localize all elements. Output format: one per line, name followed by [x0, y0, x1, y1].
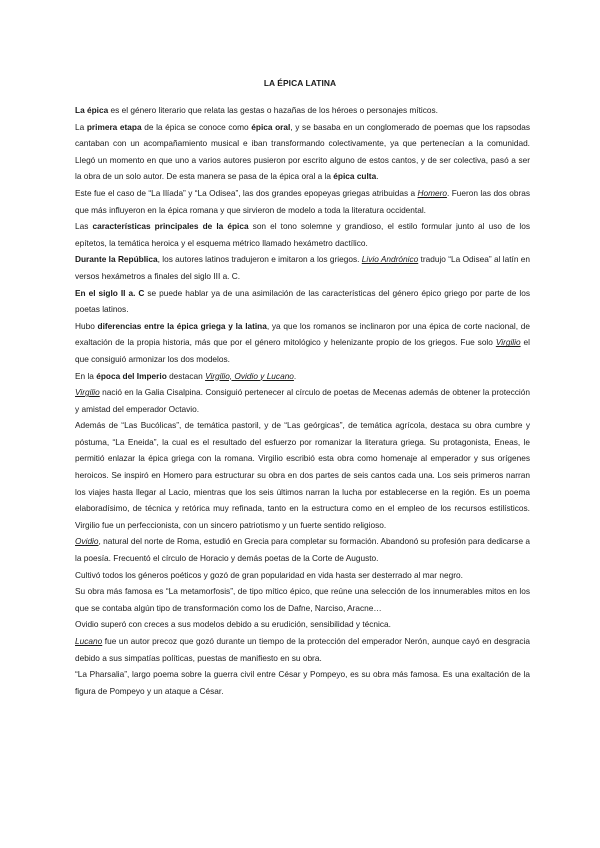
bold-term: épica culta	[333, 171, 377, 182]
paragraph-ovid-origin	[75, 533, 530, 566]
paragraph-oral-epic	[75, 119, 530, 185]
author-name: Ovidio	[75, 536, 99, 547]
paragraph-ovid-models	[75, 616, 530, 633]
text-run: nació en la Galia Cisalpina. Consiguió pertenecer al círculo de poetas de Mecenas además de obtener la protección y amistad del emperador Octavio.	[75, 387, 530, 414]
text-run: . Fueron las dos obras que más influyeron en la épica romana y que sirvieron de modelo a toda la literatura occidental.	[75, 187, 530, 215]
text-run: tradujo “La Odisea” al latín en versos hexámetros a finales del siglo III a. C.	[75, 254, 530, 281]
paragraph-differences	[75, 318, 530, 368]
paragraph-lucan	[75, 633, 530, 666]
paragraph-virgil-works	[75, 417, 530, 533]
text-run: es el género literario que relata las gestas o hazañas de los héroes o personajes míticos.	[108, 105, 438, 115]
bold-term: diferencias entre la épica griega y la latina	[97, 320, 267, 331]
text-run: de la épica se conoce como	[141, 121, 252, 132]
text-run: Hubo	[75, 320, 98, 331]
text-run: Las	[75, 221, 93, 232]
bold-term: Durante la República	[75, 254, 158, 265]
text-run: destacan	[166, 370, 206, 381]
text-run: Su obra más famosa es “La metamorfosis”, de tipo mítico épico, que reúne una selección de los innumerables mitos en los que se contaba algún tipo de transformación como los de Dafne, Narciso, Aracne…	[75, 586, 530, 613]
author-name: Livio Andrónico	[361, 254, 419, 265]
author-name: Virgilio, Ovidio y Lucano	[205, 370, 294, 381]
paragraph-virgil-origin	[75, 384, 530, 417]
paragraph-ovid-genres	[75, 567, 530, 584]
paragraph-characteristics	[75, 218, 530, 251]
text-run: el que consiguió armonizar los dos modelos.	[75, 337, 530, 364]
paragraph-ovid-metamorphoses	[75, 583, 530, 616]
bold-term: época del Imperio	[96, 370, 167, 381]
bold-term: En el siglo II a. C	[75, 287, 145, 298]
text-run: La	[75, 121, 87, 132]
author-name: Virgilio	[495, 337, 521, 348]
author-name: Homero	[417, 187, 448, 198]
author-name: Virgilio	[75, 387, 100, 398]
text-run: .	[293, 370, 297, 381]
text-run: .	[376, 171, 379, 182]
bold-term: La épica	[75, 105, 109, 115]
text-run: fue un autor precoz que gozó durante un tiempo de la protección del emperador Nerón, aunque cayó en desgracia debido a sus simpatías políticas, puestas de manifiesto en su obra.	[75, 636, 530, 663]
author-name: Lucano	[75, 636, 103, 646]
paragraph-empire	[75, 368, 530, 385]
text-run: Este fue el caso de “La Ilíada” y “La Odisea”, las dos grandes epopeyas griegas atribuidas a	[75, 187, 418, 198]
paragraph-second-century	[75, 285, 530, 318]
text-run: En la	[75, 370, 97, 381]
paragraph-definition	[75, 102, 530, 119]
text-run: , los autores latinos tradujeron e imitaron a los griegos.	[157, 254, 362, 265]
text-run: , ya que los romanos se inclinaron por una épica de corte nacional, de exaltación de la propia historia, más que por el género mitológico y helenizante propio de los griegos. Fue solo	[75, 320, 530, 348]
text-run: “La Pharsalia”, largo poema sobre la guerra civil entre César y Pompeyo, es su obra más famosa. Es una exaltación de la figura de Pompeyo y un ataque a César.	[75, 669, 530, 696]
page-title: LA ÉPICA LATINA	[263, 78, 337, 88]
text-run: se puede hablar ya de una asimilación de las características del género épico griego por parte de los poetas latinos.	[75, 287, 530, 315]
bold-term: características principales de la épica	[92, 221, 249, 232]
text-run: , y se basaba en un conglomerado de poemas que los rapsodas cantaban con un acompañamiento musical e iban transformando colectivamente, ya que pertenecían a la comunidad. Llegó un momento en que uno a varios autores pusieron por escrito alguno de estos cantos, y de ser colectiva, pasó a ser la obra de un solo autor. De esta manera se pasa de la épica oral a la	[75, 121, 530, 182]
text-run: Cultivó todos los géneros poéticos y gozó de gran popularidad en vida hasta ser desterrado al mar negro.	[75, 569, 463, 580]
bold-term: épica oral	[251, 121, 291, 132]
document-body	[75, 102, 530, 699]
paragraph-pharsalia	[75, 666, 530, 699]
text-run: son el tono solemne y grandioso, el estilo formular junto al uso de los epítetos, la temática heroica y el esquema métrico llamado hexámetro dactílico.	[75, 221, 530, 248]
text-run: Ovidio superó con creces a sus modelos debido a su erudición, sensibilidad y técnica.	[75, 619, 391, 630]
text-run: Además de “Las Bucólicas”, de temática pastoril, y de “Las geórgicas”, de temática agrícola, destaca su obra cumbre y póstuma, “La Eneida”, la cual es el resultado del esfuerzo por romanizar la literatura griega. Su protagonista, Eneas, le permitió enlazar la épica griega con la romana. Virgilio escribió esta obra como homenaje al emperador y sus orígenes heroicos. Se inspiró en Homero para estructurar su obra en dos partes de seis cantos cada una. Los seis primeros narran los viajes hasta llegar al Lacio, mientras que los seis últimos narran la lucha por establecerse en la región. Es un poema elaboradísimo, de técnica y retórica muy refinada, tanto en la estructura como en el empleo de los recursos estilísticos. Virgilio fue un perfeccionista, con un sincero patriotismo y un fuerte sentido religioso.	[75, 420, 530, 530]
paragraph-republic	[75, 251, 530, 284]
paragraph-homer	[75, 185, 530, 218]
bold-term: primera etapa	[86, 121, 142, 132]
text-run: , natural del norte de Roma, estudió en Grecia para completar su formación. Abandonó su profesión para dedicarse a la poesía. Frecuentó el círculo de Horacio y demás poetas de la Corte de Augusto.	[75, 536, 530, 564]
